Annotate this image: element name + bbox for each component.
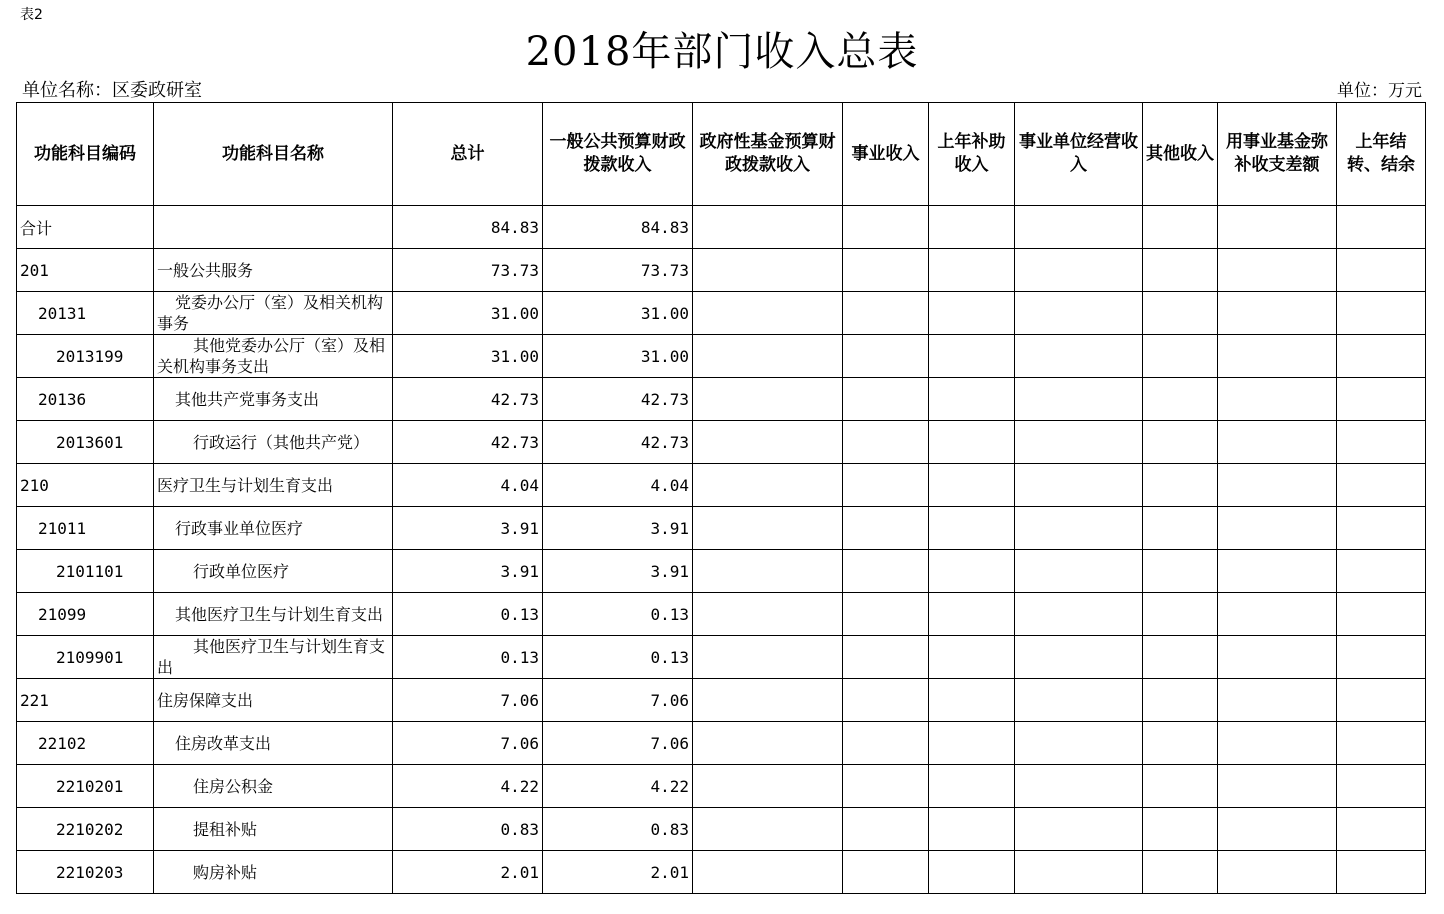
row-empty-cell (693, 249, 843, 292)
row-empty-cell (1015, 249, 1143, 292)
income-summary-table (16, 102, 1426, 894)
row-empty-cell (1015, 636, 1143, 679)
row-empty-cell (1218, 378, 1337, 421)
row-empty-cell (843, 636, 929, 679)
row-empty-cell (1337, 851, 1426, 894)
row-general-budget-cell: 31.00 (543, 292, 693, 335)
row-empty-cell (1218, 464, 1337, 507)
row-empty-cell (1218, 808, 1337, 851)
row-empty-cell (1143, 593, 1218, 636)
col-header-prior-subsidy: 上年补助收入 (929, 103, 1015, 206)
col-header-code: 功能科目编码 (17, 103, 154, 206)
row-total-cell: 4.04 (393, 464, 543, 507)
row-empty-cell (693, 636, 843, 679)
row-empty-cell (1337, 335, 1426, 378)
row-empty-cell (1218, 636, 1337, 679)
row-code-cell: 2013601 (17, 421, 154, 464)
row-empty-cell (1143, 249, 1218, 292)
row-empty-cell (1015, 464, 1143, 507)
table-row (17, 464, 1426, 507)
row-name-cell (154, 335, 393, 378)
row-name-cell (154, 421, 393, 464)
row-general-budget-cell: 0.13 (543, 636, 693, 679)
col-header-other-income: 其他收入 (1143, 103, 1218, 206)
row-empty-cell (929, 292, 1015, 335)
row-empty-cell (1015, 808, 1143, 851)
row-name-cell (154, 292, 393, 335)
row-empty-cell (1337, 679, 1426, 722)
row-name-cell (154, 507, 393, 550)
row-name-text: 党委办公厅（室）及相关机构事务 (157, 293, 384, 333)
row-general-budget-cell: 0.13 (543, 593, 693, 636)
row-empty-cell (1143, 378, 1218, 421)
row-empty-cell (929, 808, 1015, 851)
table-row (17, 507, 1426, 550)
row-total-cell: 7.06 (393, 679, 543, 722)
table-row (17, 679, 1426, 722)
row-empty-cell (693, 722, 843, 765)
table-row (17, 550, 1426, 593)
row-name-text: 住房改革支出 (175, 733, 272, 753)
row-empty-cell (1015, 335, 1143, 378)
row-empty-cell (1218, 851, 1337, 894)
row-name-text: 行政事业单位医疗 (175, 518, 304, 538)
row-total-cell: 0.83 (393, 808, 543, 851)
row-empty-cell (843, 421, 929, 464)
row-empty-cell (929, 636, 1015, 679)
row-empty-cell (693, 292, 843, 335)
row-empty-cell (1337, 808, 1426, 851)
row-empty-cell (843, 722, 929, 765)
row-empty-cell (929, 206, 1015, 249)
row-empty-cell (1143, 722, 1218, 765)
row-empty-cell (843, 550, 929, 593)
row-total-cell: 0.13 (393, 593, 543, 636)
row-empty-cell (929, 335, 1015, 378)
row-general-budget-cell: 42.73 (543, 421, 693, 464)
row-empty-cell (693, 335, 843, 378)
row-name-text: 提租补贴 (193, 819, 258, 839)
row-code-cell: 2210202 (17, 808, 154, 851)
row-empty-cell (1337, 421, 1426, 464)
row-code-cell: 2109901 (17, 636, 154, 679)
row-empty-cell (843, 249, 929, 292)
row-empty-cell (1218, 421, 1337, 464)
row-empty-cell (693, 464, 843, 507)
row-empty-cell (929, 464, 1015, 507)
row-code-cell: 20131 (17, 292, 154, 335)
row-empty-cell (1143, 206, 1218, 249)
row-empty-cell (693, 808, 843, 851)
row-total-cell: 0.13 (393, 636, 543, 679)
row-empty-cell (1337, 249, 1426, 292)
row-empty-cell (1015, 593, 1143, 636)
row-empty-cell (929, 722, 1015, 765)
row-name-cell (154, 851, 393, 894)
row-empty-cell (693, 507, 843, 550)
col-header-total: 总计 (393, 103, 543, 206)
row-general-budget-cell: 84.83 (543, 206, 693, 249)
row-name-text: 一般公共服务 (157, 260, 254, 280)
row-empty-cell (693, 550, 843, 593)
row-general-budget-cell: 3.91 (543, 507, 693, 550)
row-empty-cell (1337, 507, 1426, 550)
row-empty-cell (693, 593, 843, 636)
row-total-cell: 3.91 (393, 507, 543, 550)
row-name-cell (154, 206, 393, 249)
col-header-carryover: 上年结转、结余 (1337, 103, 1426, 206)
row-empty-cell (1337, 765, 1426, 808)
row-empty-cell (1143, 292, 1218, 335)
table-row (17, 206, 1426, 249)
row-empty-cell (1143, 421, 1218, 464)
row-empty-cell (1143, 335, 1218, 378)
row-code-cell: 210 (17, 464, 154, 507)
row-name-text: 其他党委办公厅（室）及相关机构事务支出 (157, 336, 386, 376)
row-general-budget-cell: 7.06 (543, 679, 693, 722)
row-empty-cell (1218, 507, 1337, 550)
row-code-cell: 22102 (17, 722, 154, 765)
row-empty-cell (843, 593, 929, 636)
table-row (17, 722, 1426, 765)
row-name-text: 医疗卫生与计划生育支出 (157, 475, 334, 495)
table-row (17, 378, 1426, 421)
row-empty-cell (1015, 292, 1143, 335)
row-code-cell: 2210203 (17, 851, 154, 894)
row-name-cell (154, 679, 393, 722)
row-name-text: 购房补贴 (193, 862, 258, 882)
row-empty-cell (1015, 550, 1143, 593)
currency-unit-label: 单位：万元 (1337, 81, 1422, 101)
row-empty-cell (1218, 722, 1337, 765)
header-row (17, 103, 1426, 206)
row-empty-cell (1218, 206, 1337, 249)
row-code-cell: 2013199 (17, 335, 154, 378)
row-code-cell: 合计 (17, 206, 154, 249)
row-total-cell: 73.73 (393, 249, 543, 292)
row-empty-cell (843, 679, 929, 722)
table-row (17, 765, 1426, 808)
table-row (17, 593, 1426, 636)
col-header-operating-income: 事业单位经营收入 (1015, 103, 1143, 206)
row-general-budget-cell: 2.01 (543, 851, 693, 894)
row-code-cell: 221 (17, 679, 154, 722)
row-empty-cell (1218, 335, 1337, 378)
col-header-gov-fund: 政府性基金预算财政拨款收入 (693, 103, 843, 206)
col-header-name: 功能科目名称 (154, 103, 393, 206)
row-empty-cell (693, 206, 843, 249)
row-general-budget-cell: 73.73 (543, 249, 693, 292)
table-row (17, 249, 1426, 292)
row-name-cell (154, 765, 393, 808)
row-empty-cell (1143, 808, 1218, 851)
row-empty-cell (1218, 249, 1337, 292)
row-empty-cell (1015, 507, 1143, 550)
row-name-cell (154, 249, 393, 292)
row-empty-cell (693, 851, 843, 894)
row-empty-cell (1015, 206, 1143, 249)
unit-name-label: 单位名称：区委政研室 (22, 80, 202, 101)
row-empty-cell (1337, 206, 1426, 249)
row-general-budget-cell: 4.04 (543, 464, 693, 507)
table-number: 表2 (20, 7, 43, 23)
row-empty-cell (1015, 765, 1143, 808)
row-name-cell (154, 808, 393, 851)
row-empty-cell (1337, 636, 1426, 679)
row-empty-cell (929, 765, 1015, 808)
row-empty-cell (1337, 464, 1426, 507)
table-row (17, 292, 1426, 335)
table-row (17, 808, 1426, 851)
table-row (17, 851, 1426, 894)
row-empty-cell (1337, 292, 1426, 335)
row-general-budget-cell: 7.06 (543, 722, 693, 765)
row-name-cell (154, 722, 393, 765)
row-name-cell (154, 550, 393, 593)
row-empty-cell (929, 851, 1015, 894)
row-empty-cell (1015, 679, 1143, 722)
row-name-text: 住房保障支出 (157, 690, 254, 710)
row-name-text: 其他医疗卫生与计划生育支出 (175, 604, 384, 624)
row-name-cell (154, 378, 393, 421)
row-code-cell: 2101101 (17, 550, 154, 593)
row-empty-cell (693, 765, 843, 808)
row-empty-cell (693, 679, 843, 722)
row-empty-cell (1218, 550, 1337, 593)
row-empty-cell (843, 851, 929, 894)
row-empty-cell (929, 593, 1015, 636)
row-name-text: 其他医疗卫生与计划生育支出 (157, 637, 386, 677)
row-empty-cell (843, 765, 929, 808)
row-total-cell: 84.83 (393, 206, 543, 249)
row-empty-cell (843, 808, 929, 851)
row-total-cell: 2.01 (393, 851, 543, 894)
row-empty-cell (693, 378, 843, 421)
row-name-cell (154, 593, 393, 636)
table-row (17, 636, 1426, 679)
row-empty-cell (1143, 464, 1218, 507)
row-empty-cell (1218, 679, 1337, 722)
page-title: 2018年部门收入总表 (525, 29, 919, 75)
col-header-fund-makeup: 用事业基金弥补收支差额 (1218, 103, 1337, 206)
row-empty-cell (1337, 378, 1426, 421)
row-general-budget-cell: 0.83 (543, 808, 693, 851)
row-general-budget-cell: 3.91 (543, 550, 693, 593)
row-empty-cell (929, 421, 1015, 464)
row-empty-cell (929, 249, 1015, 292)
row-name-text: 住房公积金 (193, 776, 274, 796)
row-empty-cell (1337, 593, 1426, 636)
row-name-cell (154, 464, 393, 507)
row-code-cell: 20136 (17, 378, 154, 421)
row-empty-cell (1015, 421, 1143, 464)
row-empty-cell (929, 679, 1015, 722)
row-general-budget-cell: 4.22 (543, 765, 693, 808)
row-empty-cell (929, 507, 1015, 550)
row-empty-cell (843, 335, 929, 378)
row-general-budget-cell: 42.73 (543, 378, 693, 421)
row-total-cell: 42.73 (393, 378, 543, 421)
col-header-general-budget: 一般公共预算财政拨款收入 (543, 103, 693, 206)
table-row (17, 335, 1426, 378)
row-name-cell (154, 636, 393, 679)
row-empty-cell (1143, 679, 1218, 722)
row-empty-cell (1015, 378, 1143, 421)
row-code-cell: 2210201 (17, 765, 154, 808)
row-name-text: 行政单位医疗 (193, 561, 290, 581)
row-empty-cell (1218, 765, 1337, 808)
row-code-cell: 21011 (17, 507, 154, 550)
row-empty-cell (1143, 636, 1218, 679)
row-name-text: 其他共产党事务支出 (175, 389, 320, 409)
row-empty-cell (1143, 765, 1218, 808)
row-empty-cell (693, 421, 843, 464)
row-empty-cell (1143, 851, 1218, 894)
row-empty-cell (843, 206, 929, 249)
row-empty-cell (1143, 550, 1218, 593)
row-empty-cell (843, 378, 929, 421)
row-empty-cell (1337, 722, 1426, 765)
row-empty-cell (1015, 851, 1143, 894)
row-code-cell: 21099 (17, 593, 154, 636)
row-empty-cell (843, 507, 929, 550)
row-total-cell: 31.00 (393, 292, 543, 335)
row-empty-cell (929, 550, 1015, 593)
row-empty-cell (1337, 550, 1426, 593)
row-empty-cell (1218, 292, 1337, 335)
row-general-budget-cell: 31.00 (543, 335, 693, 378)
row-total-cell: 3.91 (393, 550, 543, 593)
col-header-business-income: 事业收入 (843, 103, 929, 206)
row-empty-cell (843, 464, 929, 507)
row-empty-cell (843, 292, 929, 335)
row-empty-cell (929, 378, 1015, 421)
row-empty-cell (1143, 507, 1218, 550)
row-empty-cell (1015, 722, 1143, 765)
row-name-text: 行政运行（其他共产党） (193, 432, 370, 452)
table-row (17, 421, 1426, 464)
row-total-cell: 7.06 (393, 722, 543, 765)
row-total-cell: 31.00 (393, 335, 543, 378)
row-empty-cell (1218, 593, 1337, 636)
row-total-cell: 42.73 (393, 421, 543, 464)
row-code-cell: 201 (17, 249, 154, 292)
row-total-cell: 4.22 (393, 765, 543, 808)
